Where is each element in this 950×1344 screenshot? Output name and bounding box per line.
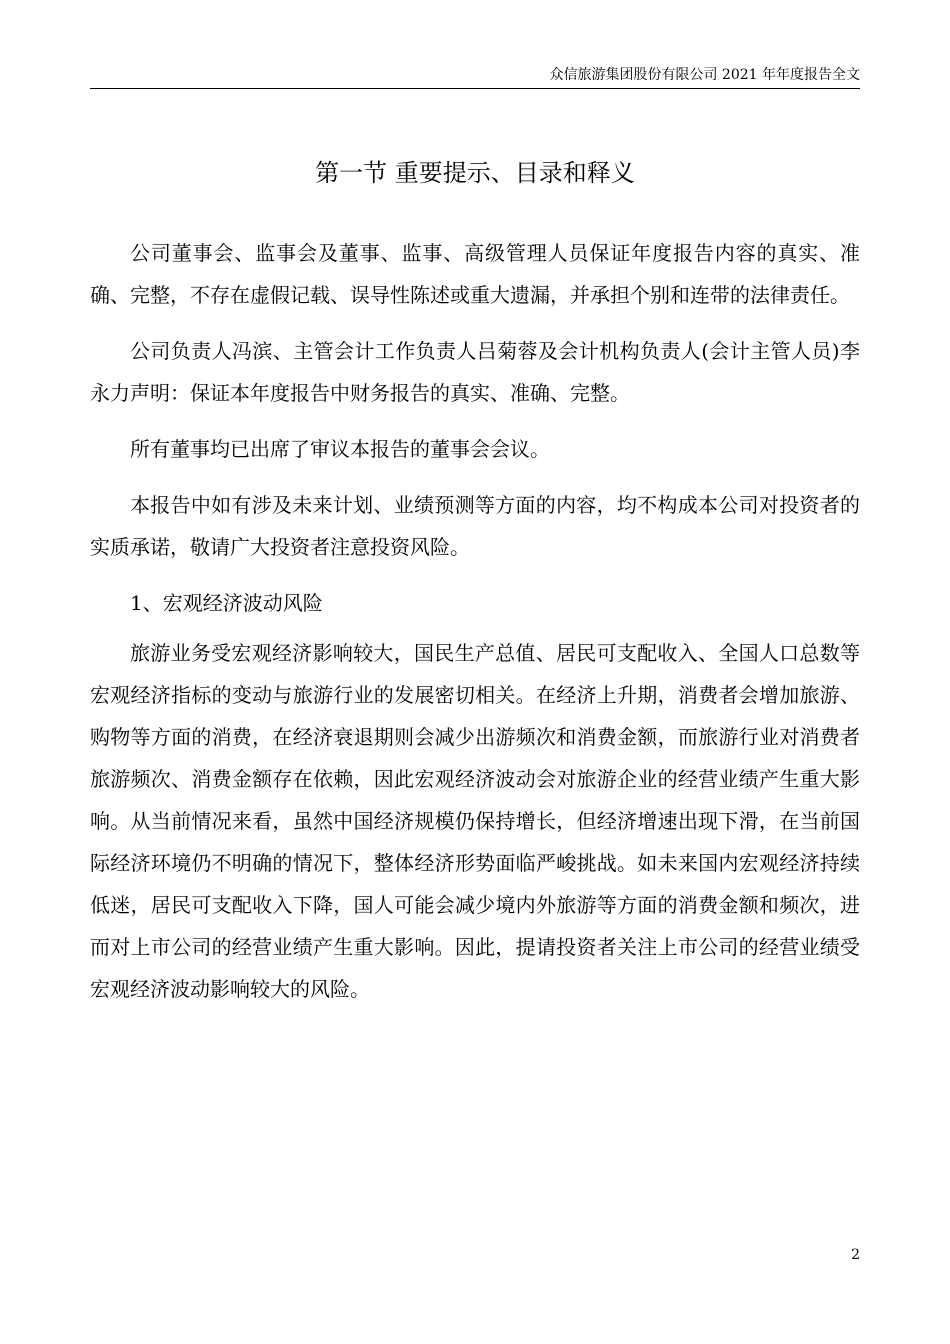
risk-heading-macro: 1、宏观经济波动风险 bbox=[130, 591, 323, 615]
paragraph-responsible-persons: 公司负责人冯滨、主管会计工作负责人吕菊蓉及会计机构负责人(会计主管人员)李永力声明：保证本年度报告中财务报告的真实、准确、完整。 bbox=[90, 339, 860, 405]
running-header: 众信旅游集团股份有限公司 2021 年年度报告全文 bbox=[549, 67, 860, 83]
page-number: 2 bbox=[851, 1247, 860, 1263]
section-title: 第一节 重要提示、目录和释义 bbox=[315, 159, 635, 187]
paragraph-macro-risk: 旅游业务受宏观经济影响较大，国民生产总值、居民可支配收入、全国人口总数等宏观经济指标的变动与旅游行业的发展密切相关。在经济上升期，消费者会增加旅游、购物等方面的消费，在经济衰退期则会减少出游频次和消费金额，而旅游行业对消费者旅游频次、消费金额存在依赖，因此宏观经济波动会对旅游企业的经营业绩产生重大影响。从当前情况来看，虽然中国经济规模仍保持增长，但经济增速出现下滑，在当前国际经济环境仍不明确的情况下，整体经济形势面临严峻挑战。如未来国内宏观经济持续低迷，居民可支配收入下降，国人可能会减少境内外旅游等方面的消费金额和频次，进而对上市公司的经营业绩产生重大影响。因此，提请投资者关注上市公司的经营业绩受宏观经济波动影响较大的风险。 bbox=[90, 641, 860, 1001]
body-text bbox=[90, 232, 860, 1024]
paragraph-board-statement: 公司董事会、监事会及董事、监事、高级管理人员保证年度报告内容的真实、准确、完整，不存在虚假记载、误导性陈述或重大遗漏，并承担个别和连带的法律责任。 bbox=[90, 241, 860, 307]
paragraph-directors-attendance: 所有董事均已出席了审议本报告的董事会会议。 bbox=[130, 437, 550, 461]
header-rule bbox=[90, 88, 860, 89]
paragraph-forward-looking: 本报告中如有涉及未来计划、业绩预测等方面的内容，均不构成本公司对投资者的实质承诺，敬请广大投资者注意投资风险。 bbox=[90, 493, 860, 559]
